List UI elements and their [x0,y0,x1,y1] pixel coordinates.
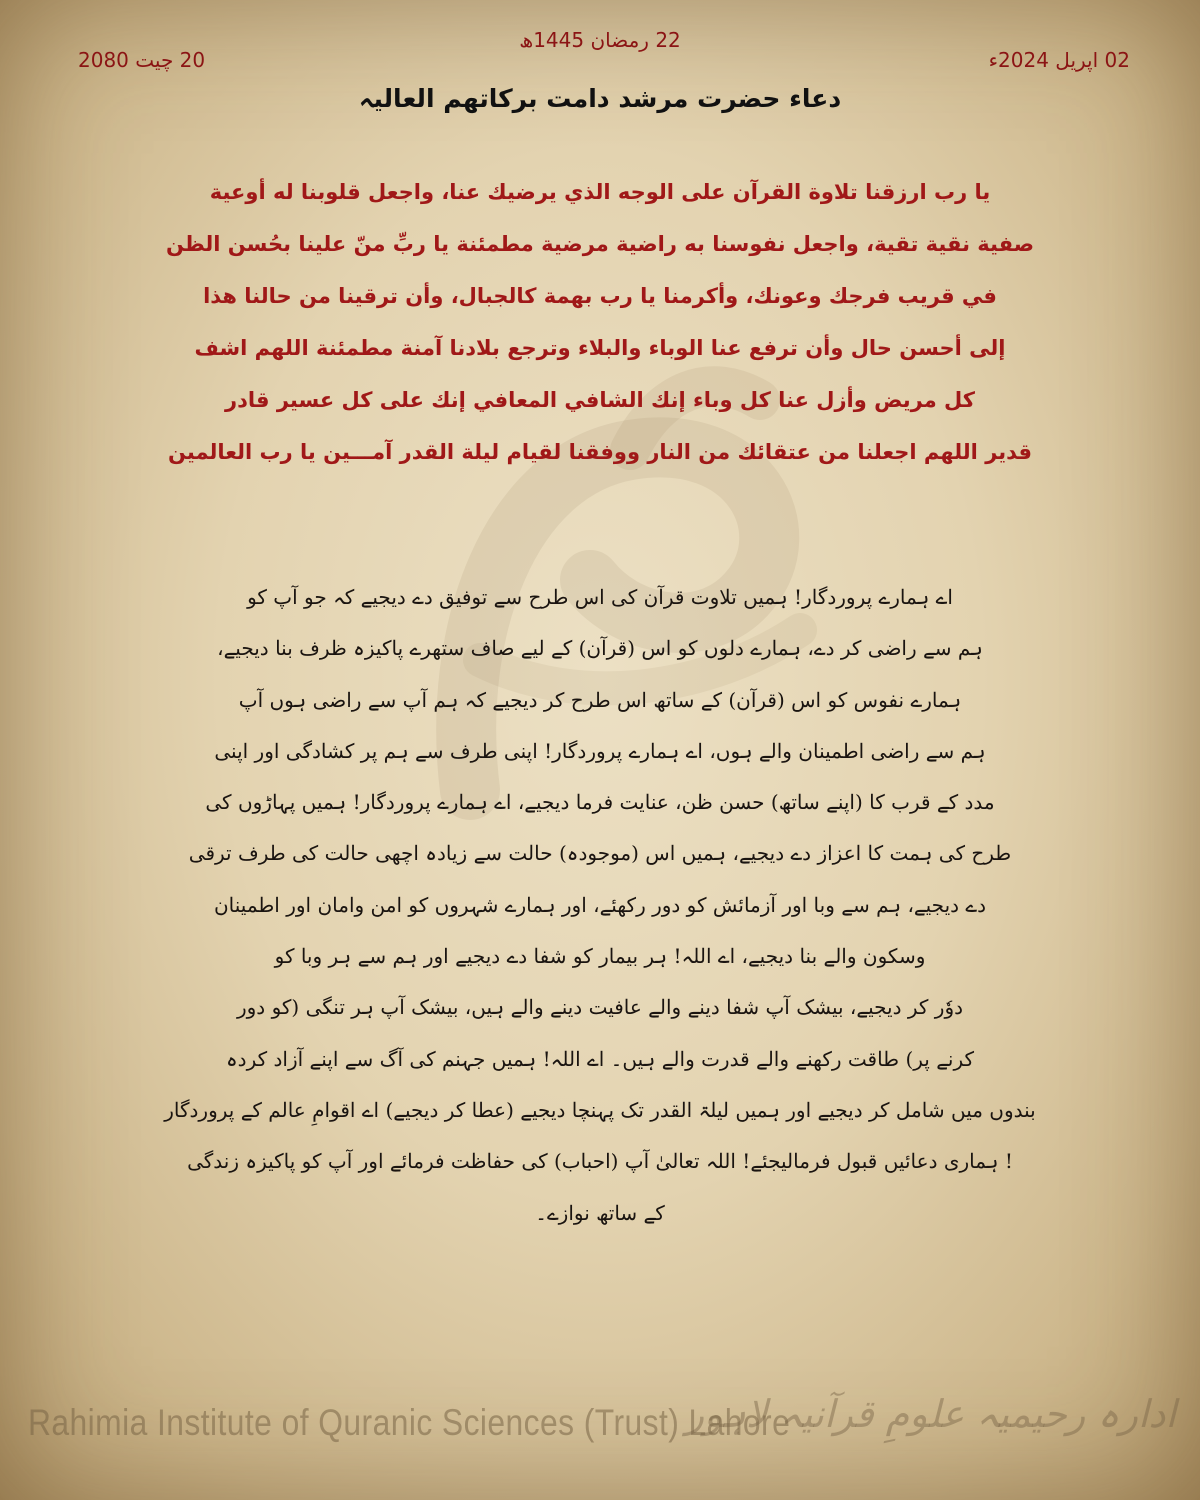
urdu-line: ہم سے راضی کر دے، ہمارے دلوں کو اس (قرآن) کے لیے صاف ستھرے پاکیزہ ظرف بنا دیجیے، [217,636,983,661]
urdu-line: وسکون والے بنا دیجیے، اے اللہ! ہر بیمار کو شفا دے دیجیے اور ہم سے ہر وبا کو [274,944,926,969]
arabic-line: قدير اللهم اجعلنا من عتقائك من النار ووفقنا لقيام ليلة القدر آمـــين يا رب العالمين [167,440,1033,464]
hijri-date: 22 رمضان 1445ھ [519,28,681,52]
urdu-line: اے ہمارے پروردگار! ہمیں تلاوت قرآن کی اس طرح سے توفیق دے دیجیے کہ جو آپ کو [247,585,953,609]
urdu-line: دوٗر کر دیجیے، بیشک آپ شفا دینے والے عافیت دینے والے ہیں، بیشک آپ ہر تنگی (کو دور [236,995,964,1020]
urdu-line: بندوں میں شامل کر دیجیے اور ہمیں لیلۃ القدر تک پہنچا دیجیے (عطا کر دیجیے) اے اقوامِ عالم کے پروردگار [164,1097,1036,1122]
urdu-line: دے دیجیے، ہم سے وبا اور آزمائش کو دور رکھئے، اور ہمارے شہروں کو امن وامان اور اطمینان [213,892,987,917]
institute-name-english: Rahimia Institute of Quranic Sciences (Trust) Lahore [28,1402,791,1443]
page-title: دعاء حضرت مرشد دامت برکاتھم العالیہ [358,84,842,113]
urdu-line: طرح کی ہمت کا اعزاز دے دیجیے، ہمیں اس (موجودہ) حالت سے زیادہ اچھی حالت کی طرف ترقی [188,841,1012,866]
institute-name-urdu-logo: ادارہ رحیمیہ علومِ قرآنیہ لاہور [685,1392,1176,1436]
arabic-line: يا رب ارزقنا تلاوة القرآن على الوجه الذي يرضيك عنا، واجعل قلوبنا له أوعية [209,180,991,204]
urdu-line: کے ساتھ نوازے۔ [535,1200,665,1225]
urdu-line: ! ہماری دعائیں قبول فرمالیجئے! اللہ تعالیٰ آپ (احباب) کی حفاظت فرمائے اور آپ کو پاکیزہ زندگی [187,1149,1013,1174]
gregorian-date: 02 اپریل 2024ء [988,48,1130,72]
arabic-supplication [130,166,1070,478]
bikrami-date: 20 چیت 2080 [78,48,206,72]
urdu-line: کرنے پر) طاقت رکھنے والے قدرت والے ہیں۔ اے اللہ! ہمیں جہنم کی آگ سے اپنے آزاد کردہ [225,1046,975,1071]
arabic-line: صفية نقية تقية، واجعل نفوسنا به راضية مرضية مطمئنة يا ربِّ منّ علينا بحُسن الظن [165,232,1035,256]
urdu-translation [160,572,1040,1239]
arabic-line: كل مريض وأزل عنا كل وباء إنك الشافي المعافي إنك على كل عسير قادر [225,388,975,412]
arabic-line: إلى أحسن حال وأن ترفع عنا الوباء والبلاء وترجع بلادنا آمنة مطمئنة اللهم اشف [194,336,1006,360]
urdu-line: ہم سے راضی اطمینان والے ہوں، اے ہمارے پروردگار! اپنی طرف سے ہم پر کشادگی اور اپنی [214,738,986,763]
urdu-line: مدد کے قرب کا (اپنے ساتھ) حسن ظن، عنایت فرما دیجیے، اے ہمارے پروردگار! ہمیں پہاڑوں کی [205,790,995,815]
urdu-line: ہمارے نفوس کو اس (قرآن) کے ساتھ اس طرح کر دیجیے کہ ہم آپ سے راضی ہوں آپ [238,687,962,712]
arabic-line: في قريب فرجك وعونك، وأكرمنا يا رب بهمة كالجبال، وأن ترقينا من حالنا هذا [203,284,997,308]
